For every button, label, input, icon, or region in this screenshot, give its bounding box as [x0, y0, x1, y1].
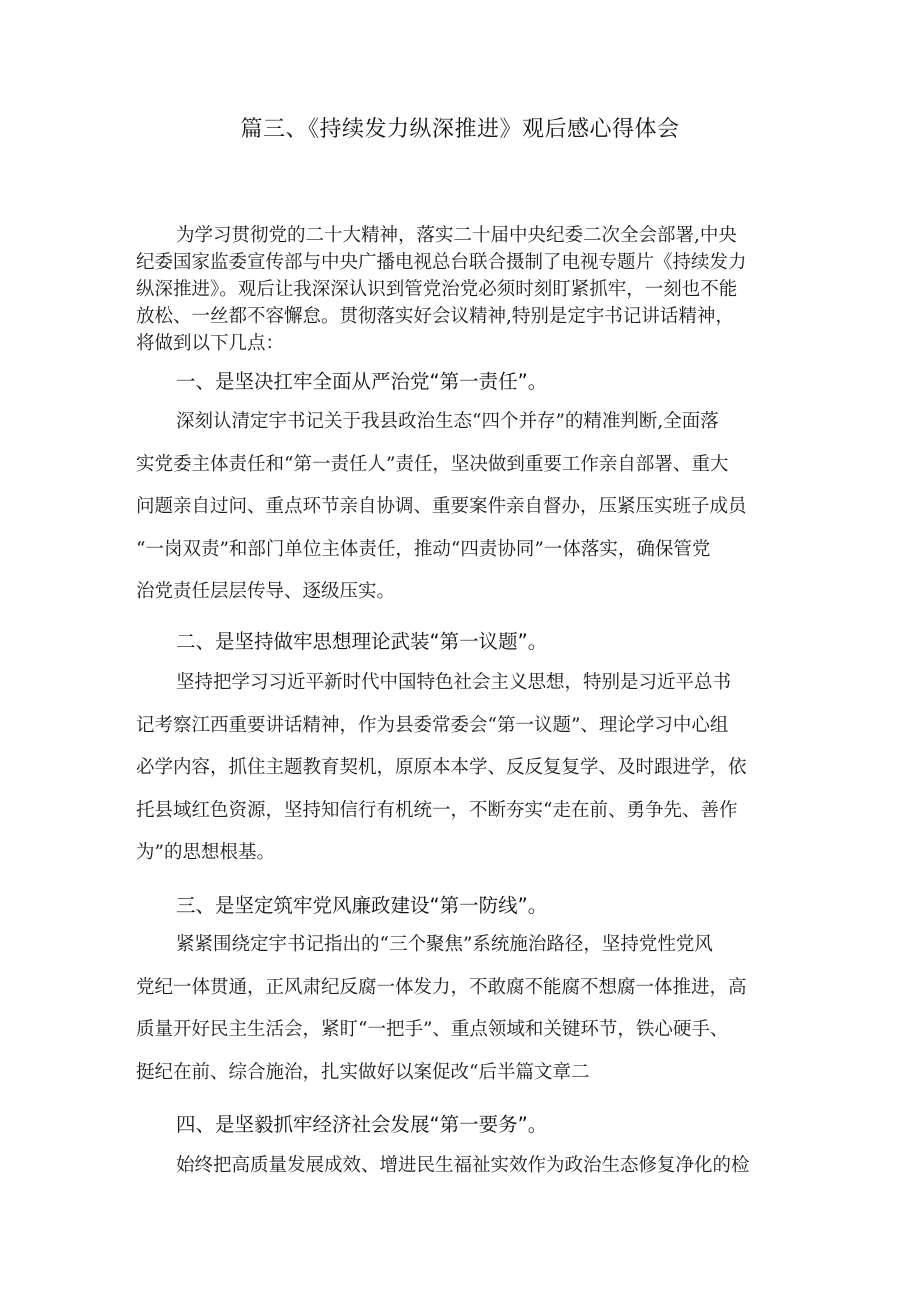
section-paragraph-3 [136, 924, 790, 1094]
intro-line: 纵深推进》。观后让我深深认识到管党治党必须时刻盯紧抓牢，一刻也不能 [136, 279, 738, 300]
paragraph-line: 为”的思想根基。 [136, 842, 275, 863]
paragraph-line: 质量开好民主生活会，紧盯“一把手”、重点领域和关键环节，铁心硬手、 [136, 1019, 729, 1040]
intro-paragraph [136, 222, 786, 357]
paragraph-line: 托县域红色资源，坚持知信行有机统一，不断夯实“走在前、勇争先、善作 [136, 799, 738, 821]
paragraph-line: 挺纪在前、综合施治，扎实做好以案促改“后半篇文章二 [136, 1061, 590, 1083]
paragraph-line: 深刻认清定宇书记关于我县政治生态“四个并存”的精准判断,全面落 [176, 411, 719, 432]
section-paragraph-2 [136, 662, 790, 875]
section-paragraph-1 [136, 401, 790, 614]
paragraph-line: 记考察江西重要讲话精神，作为县委常委会“第一议题”、理论学习中心组 [136, 714, 729, 736]
paragraph-line: 党纪一体贯通，正风肃纪反腐一体发力，不敢腐不能腐不想腐一体推进，高 [136, 976, 747, 998]
paragraph-line: 实党委主体责任和“第一责任人”责任，坚决做到重要工作亲自部署、重大 [136, 453, 729, 475]
section-heading-4: 四、是坚毅抓牢经济社会发展“第一要务”。 [176, 1113, 548, 1136]
paragraph-line: 始终把高质量发展成效、增进民生福祉实效作为政治生态修复净化的检 [176, 1155, 750, 1176]
section-heading-2: 二、是坚持做牢思想理论武装“第一议题”。 [176, 630, 548, 653]
paragraph-line: 治党责任层层传导、逐级压实。 [136, 581, 396, 602]
intro-line: 纪委国家监委宣传部与中央广播电视总台联合摄制了电视专题片《持续发力 [136, 252, 747, 273]
intro-line: 将做到以下几点： [136, 333, 285, 354]
document-title: 篇三、《持续发力纵深推进》观后感心得体会 [240, 117, 680, 142]
paragraph-line: “一岗双责”和部门单位主体责任，推动“四责协同”一体落实，确保管党 [136, 538, 711, 560]
section-heading-3: 三、是坚定筑牢党风廉政建设“第一防线”。 [176, 894, 548, 917]
section-paragraph-4 [136, 1145, 790, 1188]
section-heading-1: 一、是坚决扛牢全面从严治党“第一责任”。 [176, 370, 548, 393]
paragraph-line: 必学内容，抓住主题教育契机，原原本本学、反反复复学、及时跟进学，依 [136, 757, 747, 778]
intro-line: 放松、一丝都不容懈怠。贯彻落实好会议精神,特别是定宇书记讲话精神， [136, 306, 734, 327]
paragraph-line: 问题亲自过问、重点环节亲自协调、重要案件亲自督办，压紧压实班子成员 [136, 496, 747, 517]
intro-line: 为学习贯彻党的二十大精神，落实二十届中央纪委二次全会部署,中央 [176, 225, 737, 246]
paragraph-line: 紧紧围绕定宇书记指出的“三个聚焦”系统施治路径，坚持党性党风 [176, 934, 713, 955]
paragraph-line: 坚持把学习习近平新时代中国特色社会主义思想，特别是习近平总书 [176, 672, 732, 693]
